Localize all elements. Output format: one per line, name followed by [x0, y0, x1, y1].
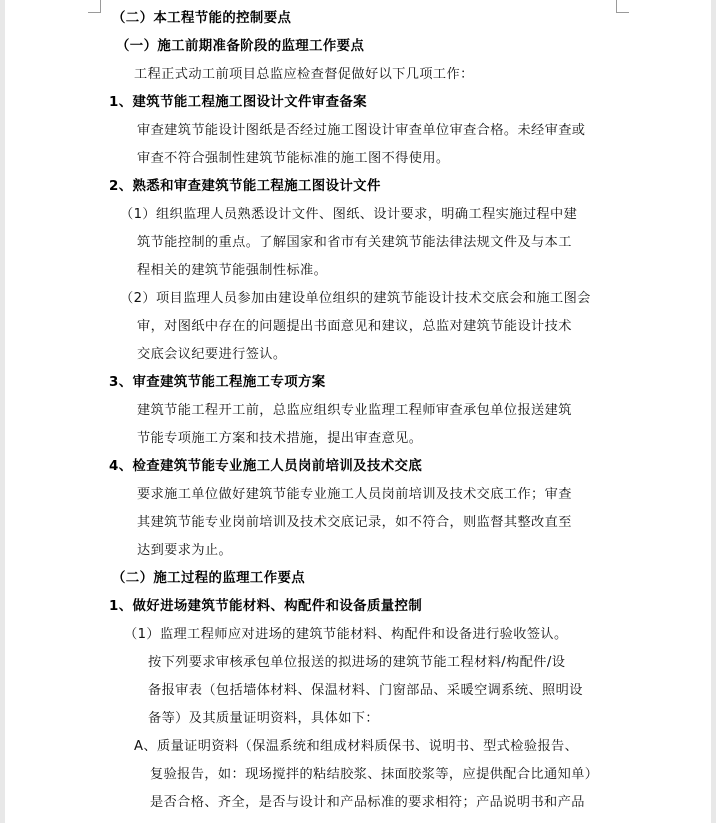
paragraph-line: 建筑节能工程开工前，总监应组织专业监理工程师审查承包单位报送建筑: [137, 403, 572, 418]
paragraph-line: 是否合格、齐全，是否与设计和产品标准的要求相符；产品说明书和产品: [150, 795, 585, 810]
paragraph-line: 要求施工单位做好建筑节能专业施工人员岗前培训及技术交底工作；审查: [137, 487, 572, 502]
subsection-heading: （一）施工前期准备阶段的监理工作要点: [116, 39, 365, 54]
paragraph-line: 审，对图纸中存在的问题提出书面意见和建议，总监对建筑节能设计技术: [137, 319, 572, 334]
paragraph-line: （2）项目监理人员参加由建设单位组织的建筑节能设计技术交底会和施工图会: [120, 291, 591, 306]
paragraph-line: A、质量证明资料（保温系统和组成材料质保书、说明书、型式检验报告、: [134, 739, 579, 754]
item-heading-1: 1、建筑节能工程施工图设计文件审查备案: [109, 95, 367, 110]
paragraph-line: 审查建筑节能设计图纸是否经过施工图设计审查单位审查合格。未经审查或: [137, 123, 586, 138]
subsection-heading: （二）施工过程的监理工作要点: [112, 571, 306, 586]
item-heading-2: 2、熟悉和审查建筑节能工程施工图设计文件: [109, 179, 381, 194]
paragraph-line: 备报审表（包括墙体材料、保温材料、门窗部品、采暖空调系统、照明设: [148, 683, 583, 698]
paragraph-line: 工程正式动工前项目总监应检查督促做好以下几项工作：: [134, 67, 474, 82]
section-heading: （二）本工程节能的控制要点: [112, 11, 292, 26]
paragraph-line: 复验报告，如：现场搅拌的粘结胶浆、抹面胶浆等，应提供配合比通知单）: [150, 767, 599, 782]
item-heading-3: 3、审查建筑节能工程施工专项方案: [109, 375, 326, 390]
item-heading-1: 1、做好进场建筑节能材料、构配件和设备质量控制: [109, 599, 423, 614]
paragraph-line: （1）监理工程师应对进场的建筑节能材料、构配件和设备进行验收签认。: [124, 627, 568, 642]
paragraph-line: （1）组织监理人员熟悉设计文件、图纸、设计要求，明确工程实施过程中建: [120, 207, 578, 222]
paragraph-line: 按下列要求审核承包单位报送的拟进场的建筑节能工程材料/构配件/设: [148, 655, 566, 670]
crop-mark-top-left: [88, 0, 101, 13]
paragraph-line: 审查不符合强制性建筑节能标准的施工图不得使用。: [137, 151, 450, 166]
paragraph-line: 交底会议纪要进行签认。: [137, 347, 287, 362]
crop-mark-top-right: [616, 0, 629, 13]
page-left-edge: [0, 0, 5, 823]
paragraph-line: 程相关的建筑节能强制性标准。: [137, 263, 328, 278]
item-heading-4: 4、检查建筑节能专业施工人员岗前培训及技术交底: [109, 459, 423, 474]
paragraph-line: 筑节能控制的重点。了解国家和省市有关建筑节能法律法规文件及与本工: [137, 235, 572, 250]
paragraph-line: 备等）及其质量证明资料，具体如下：: [148, 711, 379, 726]
paragraph-line: 达到要求为止。: [137, 543, 233, 558]
page-right-edge: [711, 0, 716, 823]
paragraph-line: 其建筑节能专业岗前培训及技术交底记录，如不符合，则监督其整改直至: [137, 515, 572, 530]
paragraph-line: 节能专项施工方案和技术措施，提出审查意见。: [137, 431, 423, 446]
